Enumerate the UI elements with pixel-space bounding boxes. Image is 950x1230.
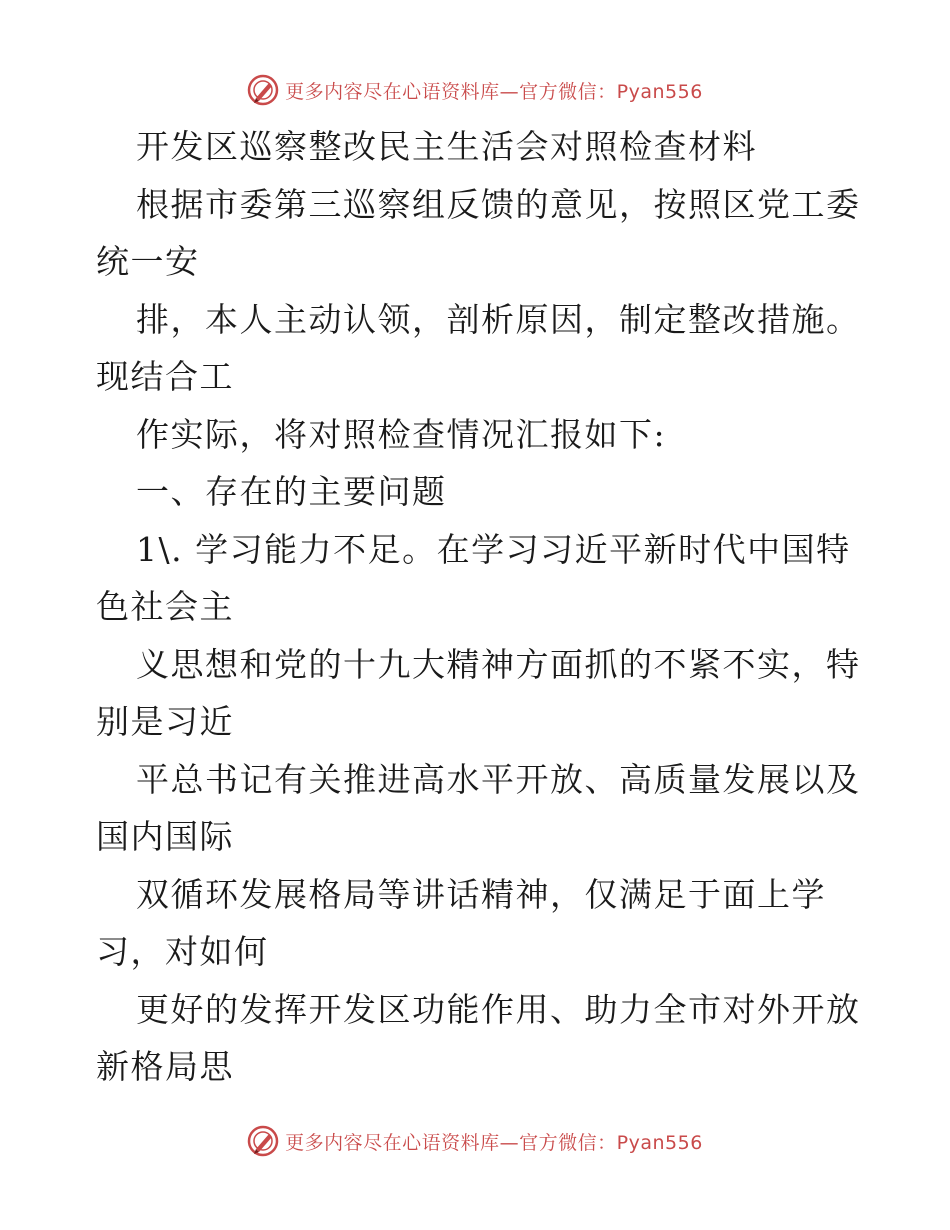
watermark-contact: 官方微信：Pyan556	[519, 1131, 703, 1154]
watermark-separator: —	[499, 80, 520, 103]
watermark-text	[285, 77, 703, 104]
paragraph-line: 别是习近	[96, 702, 234, 741]
paragraph-line: 习，对如何	[96, 932, 269, 971]
paragraph-line: 排，本人主动认领，剖析原因，制定整改措施。	[136, 299, 861, 339]
watermark-brand: 更多内容尽在心语资料库	[285, 1131, 500, 1154]
watermark-text	[285, 1128, 703, 1155]
paragraph-line: 1\. 学习能力不足。在学习习近平新时代中国特	[136, 529, 851, 569]
footer-watermark	[0, 1123, 950, 1159]
paragraph-line: 双循环发展格局等讲话精神，仅满足于面上学	[136, 874, 826, 914]
paragraph-line: 更好的发挥开发区功能作用、助力全市对外开放	[136, 989, 861, 1029]
paragraph-line: 国内国际	[96, 817, 234, 856]
paragraph-line: 根据市委第三巡察组反馈的意见，按照区党工委	[136, 184, 861, 224]
watermark-contact: 官方微信：Pyan556	[519, 80, 703, 103]
document-body	[96, 118, 866, 1096]
paragraph-line: 新格局思	[96, 1047, 234, 1086]
document-title: 开发区巡察整改民主生活会对照检查材料	[136, 127, 757, 166]
pen-logo-icon	[247, 74, 279, 106]
pen-logo-icon	[247, 1125, 279, 1157]
paragraph-line: 色社会主	[96, 587, 234, 626]
watermark-separator: —	[499, 1131, 520, 1154]
paragraph-line: 平总书记有关推进高水平开放、高质量发展以及	[136, 759, 861, 799]
section-heading: 一、存在的主要问题	[136, 472, 447, 511]
watermark-brand: 更多内容尽在心语资料库	[285, 80, 500, 103]
paragraph-line: 义思想和党的十九大精神方面抓的不紧不实，特	[136, 644, 861, 684]
paragraph-line: 现结合工	[96, 357, 234, 396]
paragraph-line: 作实际，将对照检查情况汇报如下:	[136, 414, 667, 454]
header-watermark	[0, 72, 950, 108]
paragraph-line: 统一安	[96, 242, 200, 281]
